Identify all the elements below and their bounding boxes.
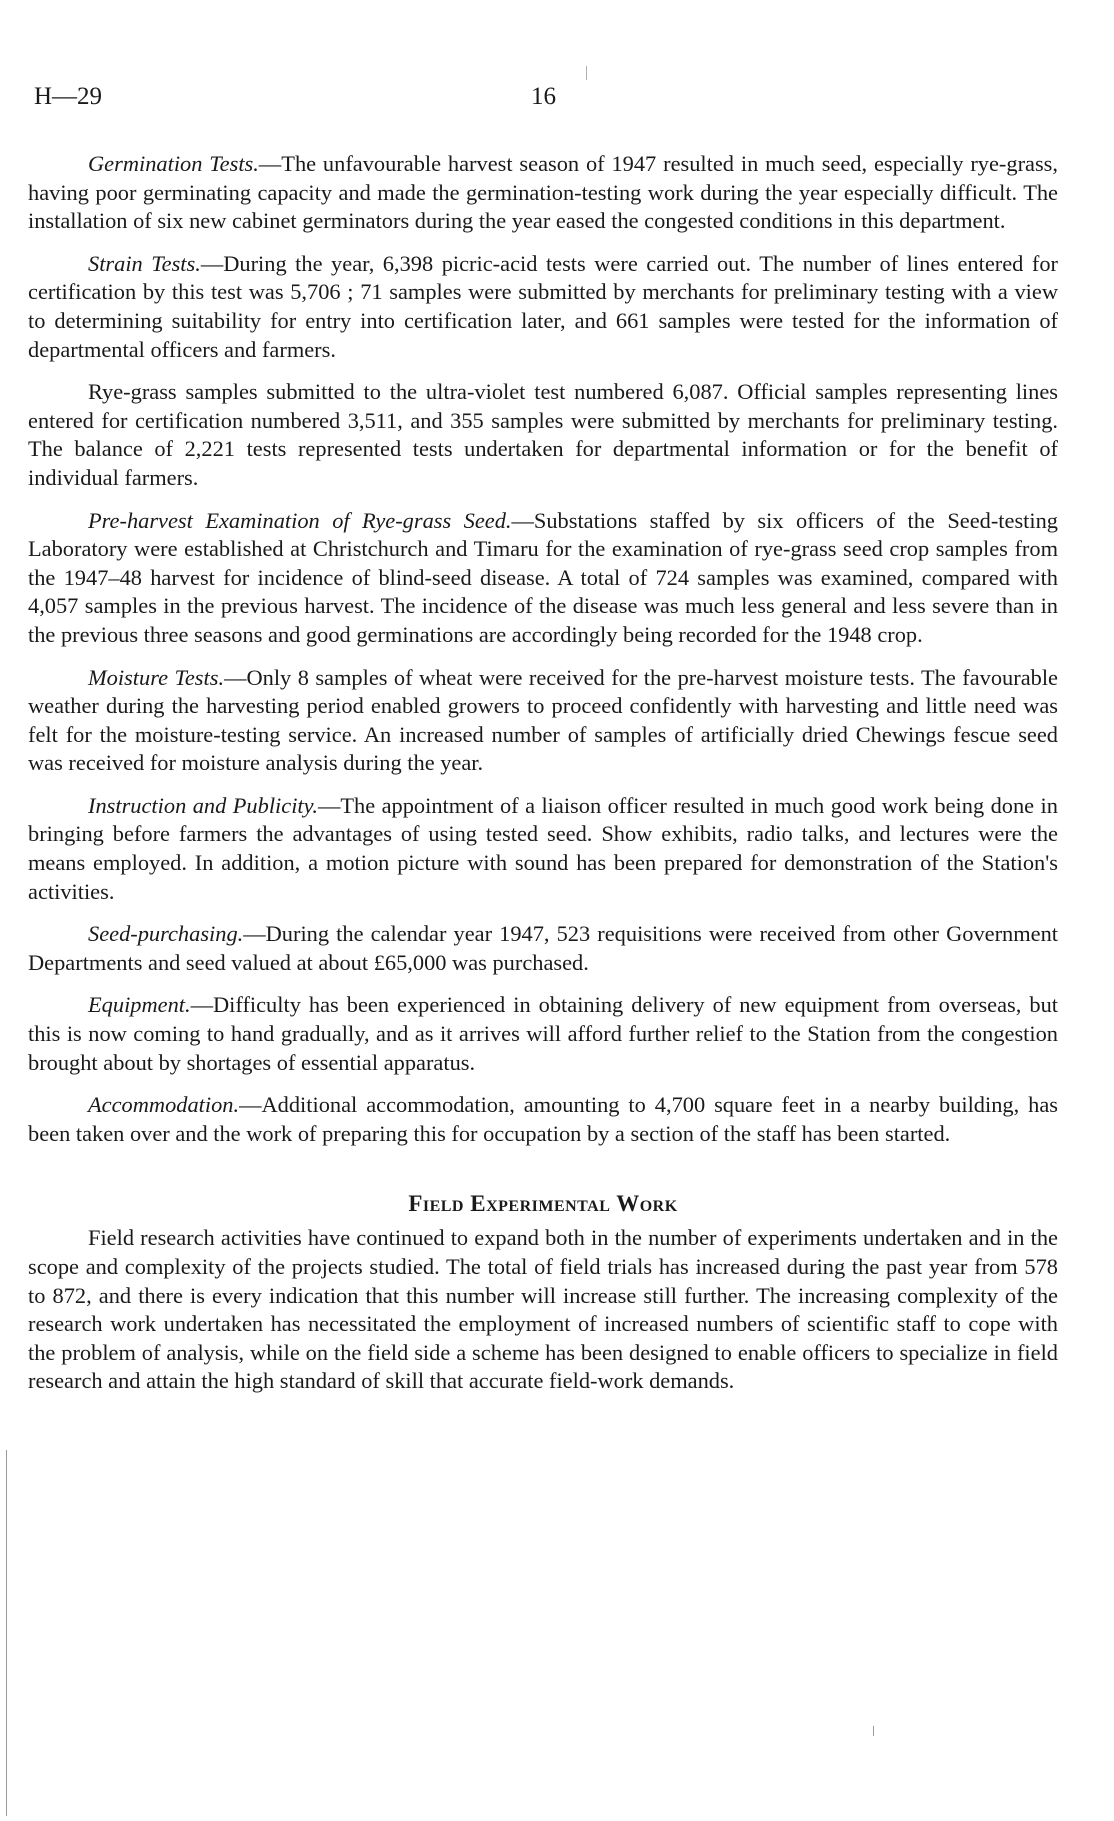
paragraph-lead: Strain Tests. xyxy=(88,250,201,276)
paragraph-strain-tests xyxy=(28,250,1058,364)
paragraph-text: —Only 8 samples of wheat were received for the pre-harvest moisture tests. The favourable weather during the harvesting period enabled growers to proceed confidently with harvesting and little need was felt for the moisture-testing service. An increased number of samples of artificially dried Chewings fescue seed was received for moisture analysis during the year. xyxy=(28,664,1058,776)
paragraph-lead: Seed-purchasing. xyxy=(88,921,244,947)
paragraph-lead: Moisture Tests. xyxy=(88,664,225,690)
header-tick-mark xyxy=(586,66,587,80)
page-body xyxy=(28,150,1058,1410)
stray-tick-mark xyxy=(873,1726,874,1736)
page-number: 16 xyxy=(531,83,556,110)
paragraph-pre-harvest-examination xyxy=(28,507,1058,650)
paragraph-equipment xyxy=(28,991,1058,1077)
paragraph-lead: Instruction and Publicity. xyxy=(88,792,318,818)
paragraph-text: —During the calendar year 1947, 523 requisitions were received from other Government Departments and seed valued at about £65,000 was purchased. xyxy=(28,921,1058,975)
section-heading: Field Experimental Work xyxy=(408,1191,678,1217)
paragraph-field-experimental-work xyxy=(28,1224,1058,1396)
margin-rule-line xyxy=(6,1450,7,1816)
paragraph-instruction-publicity xyxy=(28,792,1058,906)
paragraph-seed-purchasing xyxy=(28,920,1058,977)
paragraph-text: Rye-grass samples submitted to the ultra-violet test numbered 6,087. Official samples representing lines entered for certification numbered 3,511, and 355 samples were submitted by merchants for preliminary testing. The balance of 2,221 tests represented tests undertaken for departmental information or for the benefit of individual farmers. xyxy=(28,379,1058,490)
paragraph-text: —Substations staffed by six officers of the Seed-testing Laboratory were established at Christchurch and Timaru for the examination of rye-grass seed crop samples from the 1947–48 harvest for incidence of blind-seed disease. A total of 724 samples was examined, compared with 4,057 samples in the previous harvest. The incidence of the disease was much less general and less severe than in the previous three seasons and good germinations are accordingly being recorded for the 1948 crop. xyxy=(28,507,1059,647)
paragraph-lead: Accommodation. xyxy=(88,1092,240,1118)
paragraph-lead: Germination Tests. xyxy=(88,151,259,176)
paragraph-text: Field research activities have continued to expand both in the number of experiments undertaken and in the scope and complexity of the projects studied. The total of field trials has increased during the past year from 578 to 872, and there is every indication that this number will increase still further. The increasing complexity of the research work undertaken has necessitated the employment of increased numbers of scientific staff to cope with the problem of analysis, while on the field side a scheme has been designed to enable officers to specialize in field research and attain the high standard of skill that accurate field-work demands. xyxy=(28,1225,1058,1394)
paragraph-text: —The appointment of a liaison officer resulted in much good work being done in bringing before farmers the advantages of using tested seed. Show exhibits, radio talks, and lectures were the means employed. In addition, a motion picture with sound has been prepared for demonstration of the Station's activities. xyxy=(28,792,1058,904)
paragraph-text: —Additional accommodation, amounting to 4,700 square feet in a nearby building, has been taken over and the work of preparing this for occupation by a section of the staff has been started. xyxy=(28,1092,1058,1146)
paragraph-text: —The unfavourable harvest season of 1947 resulted in much seed, especially rye-grass, having poor germinating capacity and made the germination-testing work during the year especially difficult. The installation of six new cabinet germinators during the year eased the congested conditions in this department. xyxy=(28,151,1058,234)
paragraph-ultra-violet-test xyxy=(28,378,1058,492)
paragraph-text: —During the year, 6,398 picric-acid tests were carried out. The number of lines entered for certification by this test was 5,706 ; 71 samples were submitted by merchants for preliminary testing with a view to determining suitability for entry into certification later, and 661 samples were tested for the information of departmental officers and farmers. xyxy=(28,250,1058,362)
page-header xyxy=(34,80,554,114)
paragraph-lead: Equipment. xyxy=(88,992,191,1018)
paragraph-germination-tests xyxy=(28,150,1058,236)
paragraph-accommodation xyxy=(28,1091,1058,1148)
paragraph-text: —Difficulty has been experienced in obtaining delivery of new equipment from overseas, but this is now coming to hand gradually, and as it arrives will afford further relief to the Station from the congestion brought about by shortages of essential apparatus. xyxy=(28,992,1058,1075)
paragraph-moisture-tests xyxy=(28,664,1058,778)
document-reference: H—29 xyxy=(34,83,103,110)
paragraph-lead: Pre-harvest Examination of Rye-grass Seed. xyxy=(88,507,512,533)
